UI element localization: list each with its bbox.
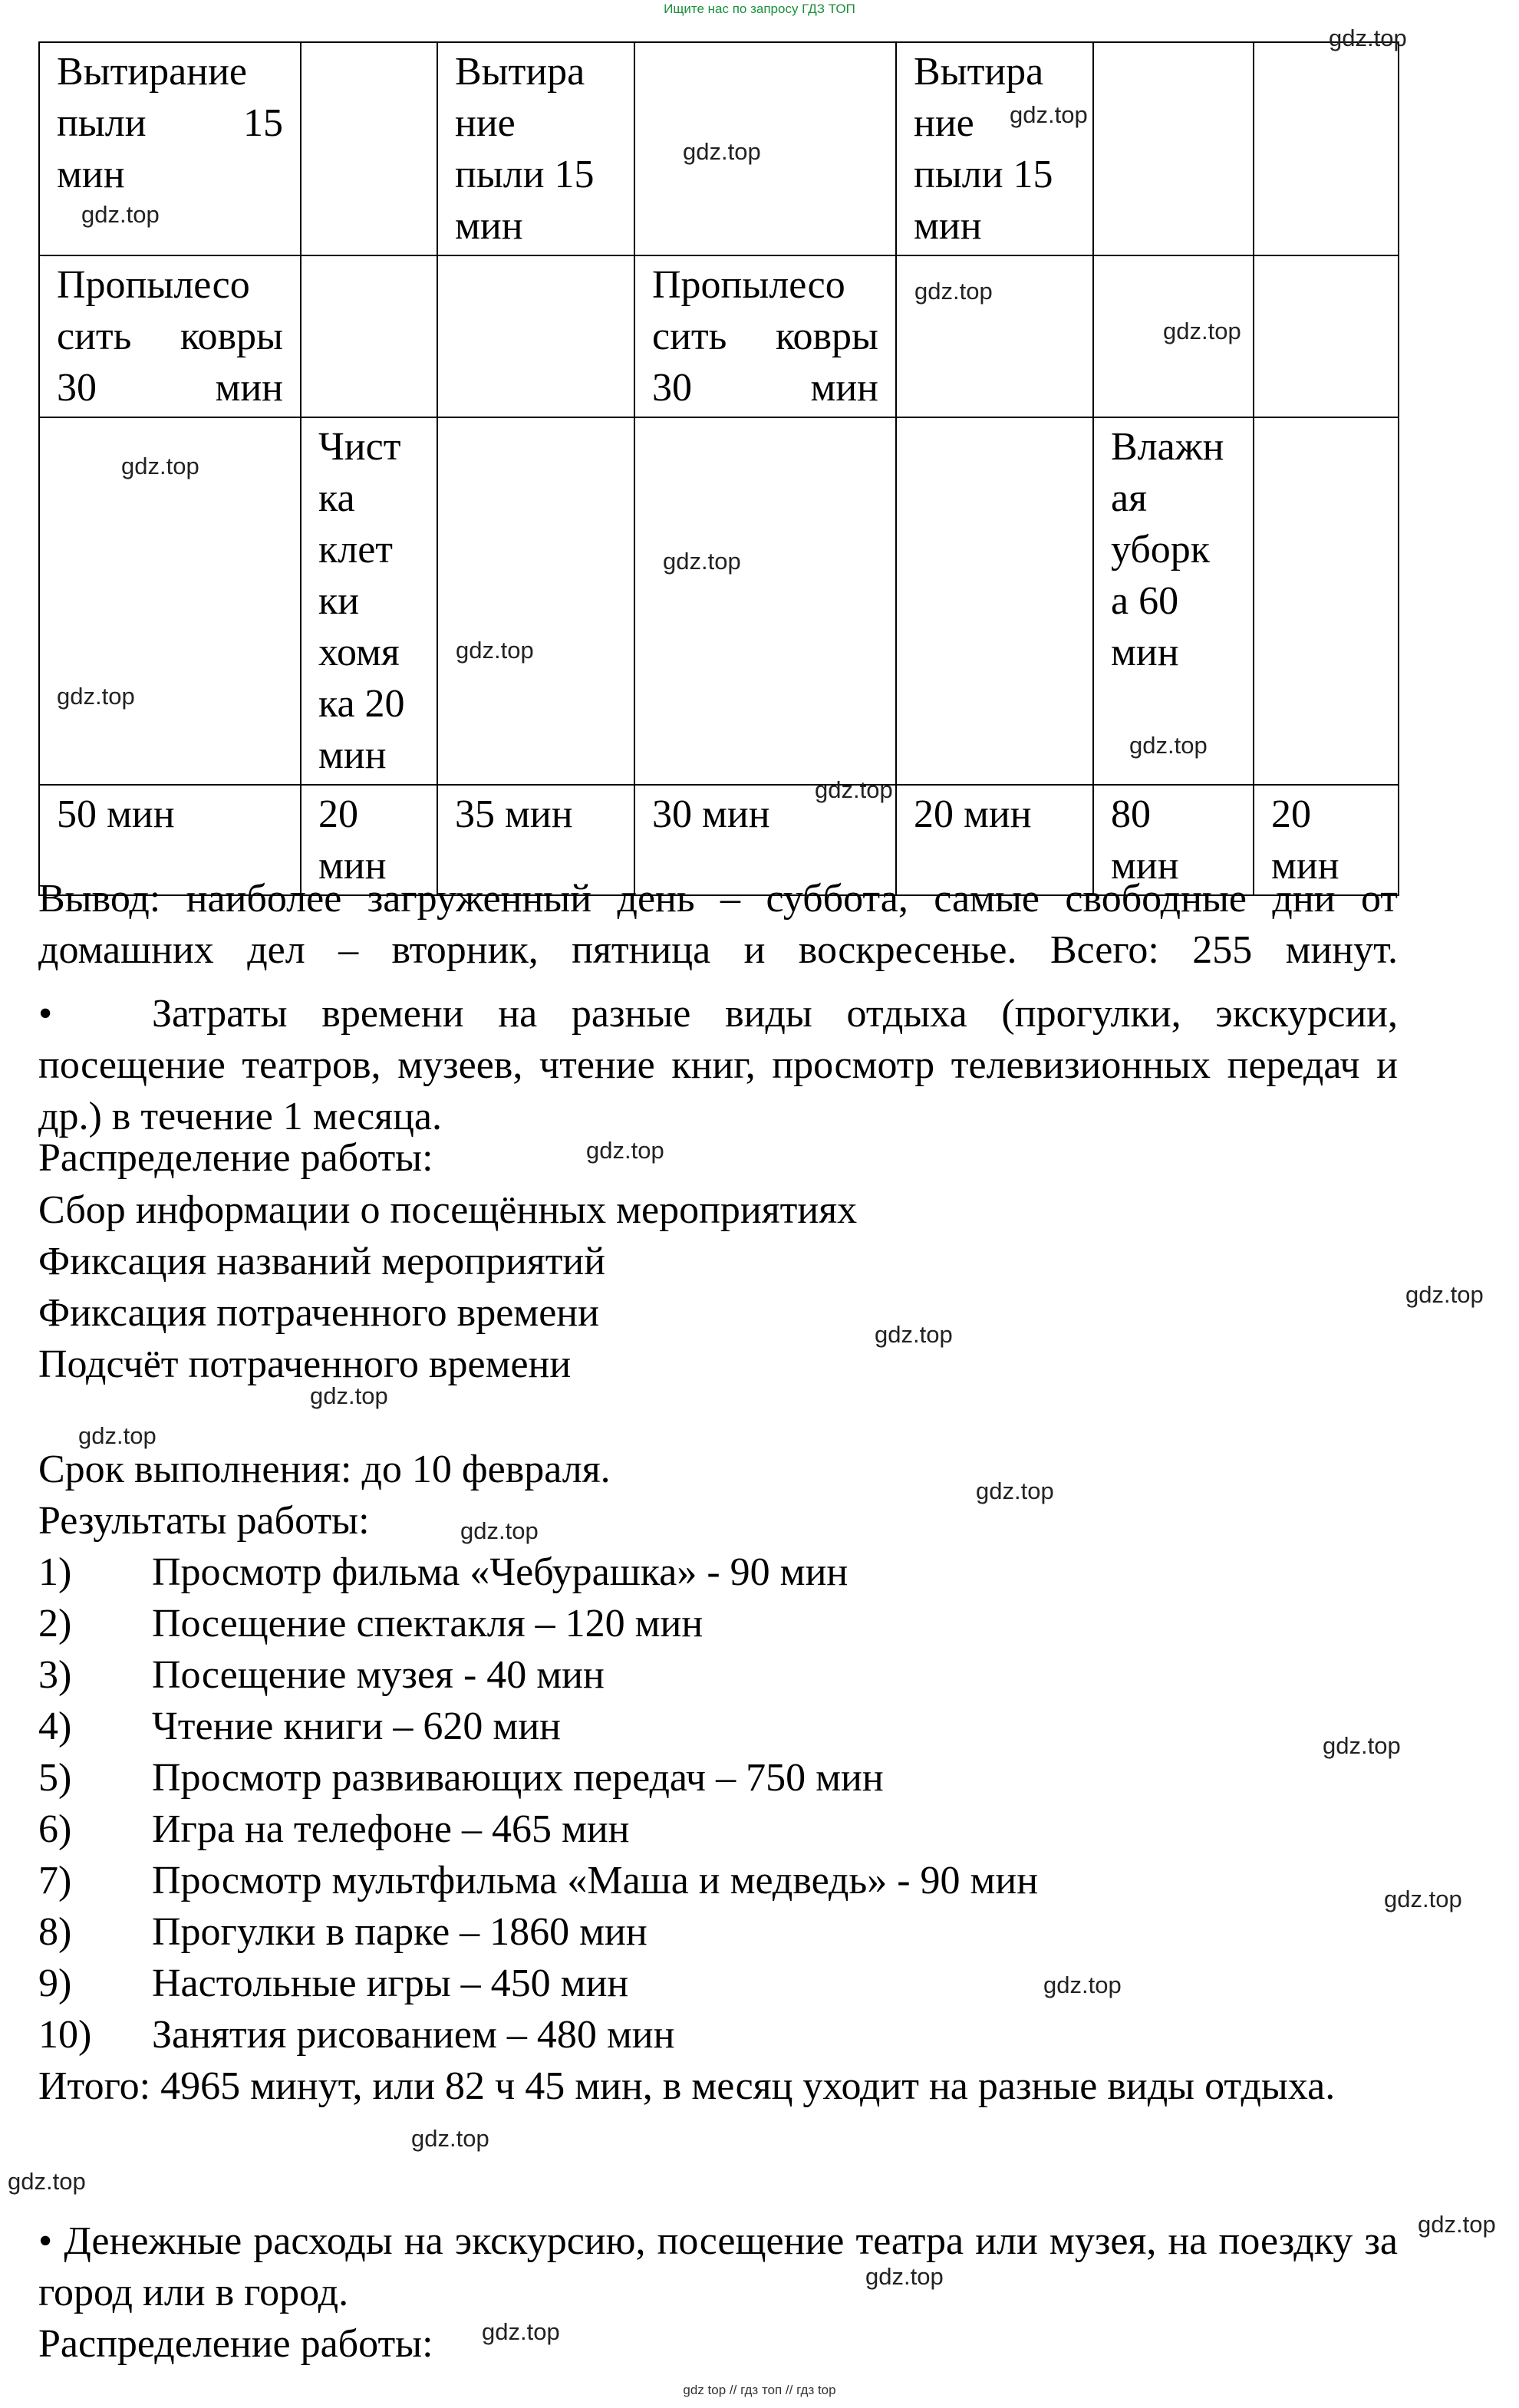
table-cell: Чист ка клет ки хомя ка 20 мин: [301, 417, 437, 785]
task-item: Сбор информации о посещённых мероприятиях: [38, 1188, 858, 1232]
watermark: gdz.top: [683, 138, 761, 165]
watermark: gdz.top: [976, 1477, 1054, 1504]
deadline-line: Срок выполнения: до 10 февраля.: [38, 1448, 611, 1491]
watermark: gdz.top: [121, 453, 199, 479]
table-cell: 30 мин: [634, 785, 896, 895]
table-cell: 35 мин: [437, 785, 634, 895]
watermark: gdz.top: [78, 1422, 157, 1449]
table-cell: [896, 417, 1093, 785]
results-title: Результаты работы:: [38, 1499, 370, 1543]
task-item: Фиксация названий мероприятий: [38, 1240, 606, 1283]
bottom-note: gdz top // гдз топ // гдз top: [683, 2383, 836, 2397]
table-cell: 20 мин: [896, 785, 1093, 895]
table-cell: [1093, 42, 1254, 255]
watermark: gdz.top: [310, 1382, 388, 1409]
watermark: gdz.top: [1323, 1732, 1401, 1759]
table-cell: Пропылесо сить ковры 30 мин: [39, 255, 301, 417]
bullet-paragraph-leisure: Затраты времени на разные виды отдыха (прогулки, экскурсии, посещение театров, музеев, чтение книг, просмотр телевизионных передач и др.) в течение 1 месяца.: [38, 992, 1398, 1138]
result-item: 5) Просмотр развивающих передач – 750 мин: [38, 1756, 884, 1800]
watermark: gdz.top: [865, 2263, 944, 2290]
watermark: gdz.top: [1043, 1972, 1122, 1998]
table-cell: [437, 417, 634, 785]
watermark: gdz.top: [1418, 2211, 1496, 2238]
table-cell: Влажн ая уборк а 60 мин: [1093, 417, 1254, 785]
table-cell: 50 мин: [39, 785, 301, 895]
result-item: 10) Занятия рисованием – 480 мин: [38, 2013, 675, 2057]
result-item: 2) Посещение спектакля – 120 мин: [38, 1602, 703, 1645]
table-cell: 20 мин: [1254, 785, 1399, 895]
result-item: 4) Чтение книги – 620 мин: [38, 1705, 561, 1748]
table-cell: Вытирание пыли 15 мин: [39, 42, 301, 255]
result-item: 9) Настольные игры – 450 мин: [38, 1962, 629, 2005]
table-cell: [437, 255, 634, 417]
watermark: gdz.top: [1329, 25, 1407, 51]
result-item: 7) Просмотр мультфильма «Маша и медведь» - 90 мин: [38, 1859, 1039, 1902]
watermark: gdz.top: [914, 278, 993, 305]
bullet-paragraph-expenses: • Денежные расходы на экскурсию, посещение театра или музея, на поездку за город или в город.: [38, 2219, 1398, 2314]
conclusion-paragraph: Вывод: наиболее загруженный день – суббота, самые свободные дни от домашних дел – вторник, пятница и воскресенье. Всего: 255 минут.: [38, 877, 1398, 972]
schedule-table: [38, 41, 1399, 896]
table-cell: [301, 255, 437, 417]
watermark: gdz.top: [8, 2168, 86, 2195]
table-cell: [634, 42, 896, 255]
watermark: gdz.top: [1129, 732, 1208, 759]
result-item: 1) Просмотр фильма «Чебурашка» - 90 мин: [38, 1550, 848, 1594]
distribution-title: Распределение работы:: [38, 1136, 433, 1180]
table-cell: 20 мин: [301, 785, 437, 895]
bullet-marker: •: [38, 992, 53, 1036]
watermark: gdz.top: [875, 1321, 953, 1348]
watermark: gdz.top: [482, 2318, 560, 2345]
watermark: gdz.top: [1010, 101, 1088, 128]
result-item: 3) Посещение музея - 40 мин: [38, 1653, 605, 1697]
task-item: Подсчёт потраченного времени: [38, 1342, 572, 1386]
table-cell: [634, 417, 896, 785]
table-cell: Вытира ние пыли 15 мин: [437, 42, 634, 255]
watermark: gdz.top: [586, 1137, 664, 1164]
top-search-note: Ищите нас по запросу ГДЗ ТОП: [664, 2, 855, 16]
watermark: gdz.top: [57, 683, 135, 710]
table-cell: Вытира ние пыли 15 мин: [896, 42, 1093, 255]
distribution-title-2: Распределение работы:: [38, 2322, 433, 2366]
watermark: gdz.top: [411, 2125, 489, 2152]
table-cell: [1254, 42, 1399, 255]
table-cell: Пропылесо сить ковры 30 мин: [634, 255, 896, 417]
watermark: gdz.top: [1405, 1281, 1484, 1308]
watermark: gdz.top: [460, 1517, 539, 1544]
watermark: gdz.top: [456, 637, 534, 664]
watermark: gdz.top: [81, 201, 160, 228]
table-row: [39, 417, 1399, 785]
result-item: 8) Прогулки в парке – 1860 мин: [38, 1910, 647, 1954]
table-cell: 80 мин: [1093, 785, 1254, 895]
total-paragraph: Итого: 4965 минут, или 82 ч 45 мин, в месяц уходит на разные виды отдыха.: [38, 2064, 1336, 2108]
watermark: gdz.top: [1384, 1886, 1462, 1912]
task-item: Фиксация потраченного времени: [38, 1291, 599, 1335]
watermark: gdz.top: [663, 548, 741, 575]
table-cell: [1254, 255, 1399, 417]
watermark: gdz.top: [815, 776, 893, 803]
table-cell: [1254, 417, 1399, 785]
watermark: gdz.top: [1163, 318, 1241, 344]
table-cell: [301, 42, 437, 255]
result-item: 6) Игра на телефоне – 465 мин: [38, 1807, 630, 1851]
